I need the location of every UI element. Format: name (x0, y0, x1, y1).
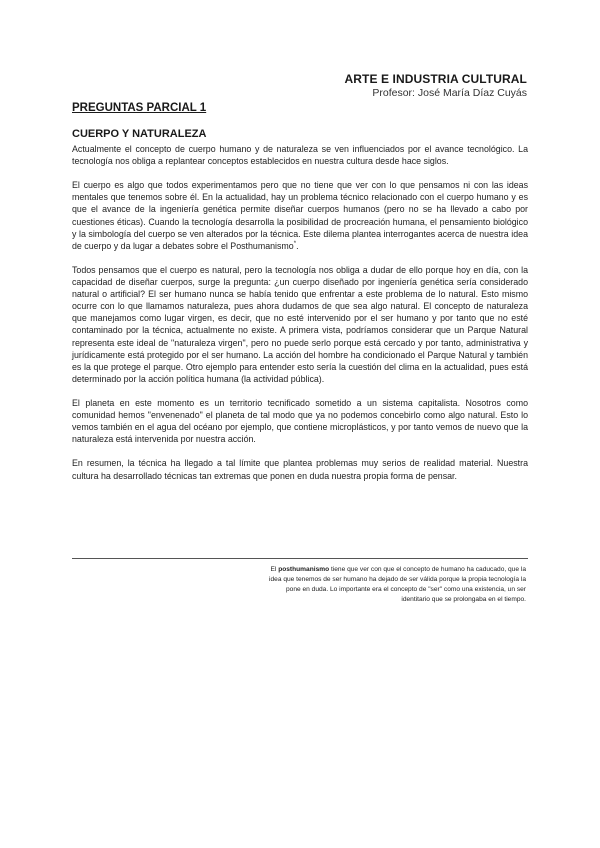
footnote-marker: * (293, 240, 297, 247)
footnote (258, 565, 526, 605)
body-text (72, 143, 528, 494)
section-title: PREGUNTAS PARCIAL 1 (72, 102, 207, 114)
paragraph-end-period: . (296, 240, 299, 251)
footnote-prefix: El (270, 566, 279, 573)
paragraph-planet: El planeta en este momento es un territorio tecnificado sometido a un sistema capitalista. Nosotros como comunidad hemos "envenenado" el planeta de tal modo que ya no podemos concebirlo como algo natural. Esto lo vemos también en el agua del océano por ejemplo, que contiene microplásticos, y por tanto vemos de nuevo que la naturaleza está intervenida por nuestra acción. (72, 397, 528, 445)
paragraph-body-experience (72, 179, 528, 252)
footnote-term: posthumanismo (278, 566, 330, 573)
paragraph-summary: En resumen, la técnica ha llegado a tal límite que plantea problemas muy serios de realidad material. Nuestra cultura ha desarrollado técnicas tan extremas que ponen en duda nuestra propia forma de pensar. (72, 458, 528, 481)
paragraph-intro: Actualmente el concepto de cuerpo humano y de naturaleza se ven influenciados por el avance tecnológico. La tecnología nos obliga a replantear conceptos establecidos en nuestra cultura desde hace siglos. (72, 144, 528, 167)
footnote-divider (72, 558, 528, 559)
footnote-text: tiene que ver con que el concepto de humano ha caducado, que la idea que tenemos de ser humano ha dejado de ser válida porque la propia tecnología la pone en duda. Lo importante era el concepto de "ser" como una existencia, un ser identitario que se prolongaba en el tiempo. (269, 566, 526, 603)
professor-name: Profesor: José María Díaz Cuyás (372, 87, 527, 99)
course-title: ARTE E INDUSTRIA CULTURAL (344, 72, 527, 86)
subsection-title: CUERPO Y NATURALEZA (72, 128, 207, 140)
paragraph-body-experience-text: El cuerpo es algo que todos experimentamos pero que no tiene que ver con lo que pensamos ni con las ideas mentales que tenemos sobre él. En la actualidad, hay un problema técnico relacionado con el cuerpo humano y es que el avance de la ingeniería genética permite diseñar cuerpos humanos (pero no se ha llevado a cabo por cuestiones éticas). Cuando la tecnología desarrolla la posibilidad de procreación humana, el pensamiento biológico y la simbología del cuerpo se ven alterados por la técnica. Este dilema plantea interrogantes acerca de nuestra idea de cuerpo y da lugar a debates sobre el Posthumanismo (72, 180, 528, 251)
paragraph-nature: Todos pensamos que el cuerpo es natural, pero la tecnología nos obliga a dudar de ello porque hoy en día, con la capacidad de diseñar cuerpos, surge la pregunta: ¿un cuerpo diseñado por ingeniería genética sería considerado natural o artificial? El ser humano nunca se había tenido que enfrentar a este problema de lo natural. Esto mismo ocurre con lo que llamamos naturaleza, pues ahora dudamos de que sea algo natural. El concepto de naturaleza que manejamos como lugar virgen, es decir, que no esté intervenido por el ser humano y por tanto que no esté contaminado por la técnica, actualmente no existe. A primera vista, podríamos considerar que un Parque Natural representa este ideal de "naturaleza virgen", pero no puede serlo porque está cercado y por tanto, administrativa y jurídicamente está protegido por el ser humano. La acción del hombre ha condicionado el Parque Natural y también es la que protege el parque. Otro ejemplo para entender esto sería la cuestión del clima en la actualidad, pues está determinado por la acción política humana (la actividad pública). (72, 264, 528, 384)
